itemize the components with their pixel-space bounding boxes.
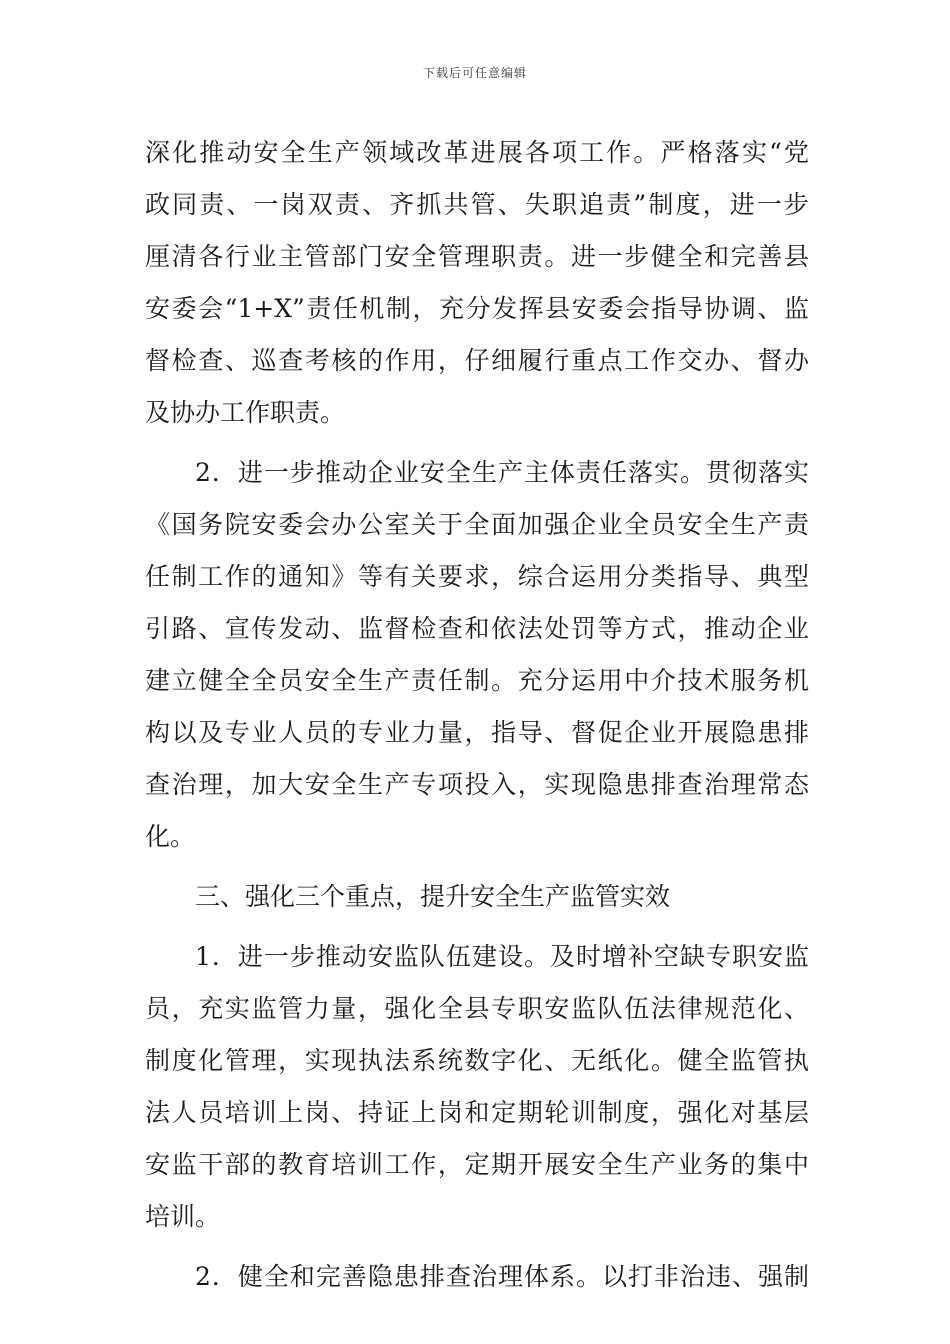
header-note: 下载后可任意编辑 [422, 66, 527, 80]
section-heading: 三、强化三个重点，提升安全生产监管实效 [195, 882, 671, 911]
text-line: 深化推动安全生产领域改革进展各项工作。严格落实“党 [145, 138, 809, 167]
text-line: 安监干部的教育培训工作，定期开展安全生产业务的集中 [145, 1150, 809, 1179]
text-line: 督检查、巡查考核的作用，仔细履行重点工作交办、督办 [145, 346, 809, 375]
text-line: 法人员培训上岗、持证上岗和定期轮训制度，强化对基层 [145, 1098, 809, 1127]
text-line: 制度化管理，实现执法系统数字化、无纸化。健全监管执 [145, 1046, 809, 1075]
paragraph-heading-line: 1．进一步推动安监队伍建设。及时增补空缺专职安监 [195, 942, 809, 971]
paragraph-heading-line: 2．进一步推动企业安全生产主体责任落实。贯彻落实 [195, 458, 809, 487]
paragraph-heading-line: 2．健全和完善隐患排查治理体系。以打非治违、强制 [195, 1262, 809, 1291]
text-line: 员，充实监管力量，强化全县专职安监队伍法律规范化、 [145, 994, 809, 1023]
text-line: 化。 [145, 822, 196, 851]
text-line: 及协办工作职责。 [145, 398, 346, 427]
text-line: 任制工作的通知》等有关要求，综合运用分类指导、典型 [145, 562, 809, 591]
text-line: 《国务院安委会办公室关于全面加强企业全员安全生产责 [145, 510, 809, 539]
text-line: 查治理，加大安全生产专项投入，实现隐患排查治理常态 [145, 770, 809, 799]
text-line: 构以及专业人员的专业力量，指导、督促企业开展隐患排 [145, 718, 809, 747]
document-body [145, 127, 809, 1303]
text-line: 政同责、一岗双责、齐抓共管、失职追责”制度，进一步 [145, 190, 809, 219]
text-line: 引路、宣传发动、监督检查和依法处罚等方式，推动企业 [145, 614, 809, 643]
text-line: 培训。 [145, 1202, 221, 1231]
text-line: 安委会“1+X”责任机制，充分发挥县安委会指导协调、监 [145, 294, 809, 323]
text-line: 厘清各行业主管部门安全管理职责。进一步健全和完善县 [145, 242, 809, 271]
text-line: 建立健全全员安全生产责任制。充分运用中介技术服务机 [145, 666, 809, 695]
